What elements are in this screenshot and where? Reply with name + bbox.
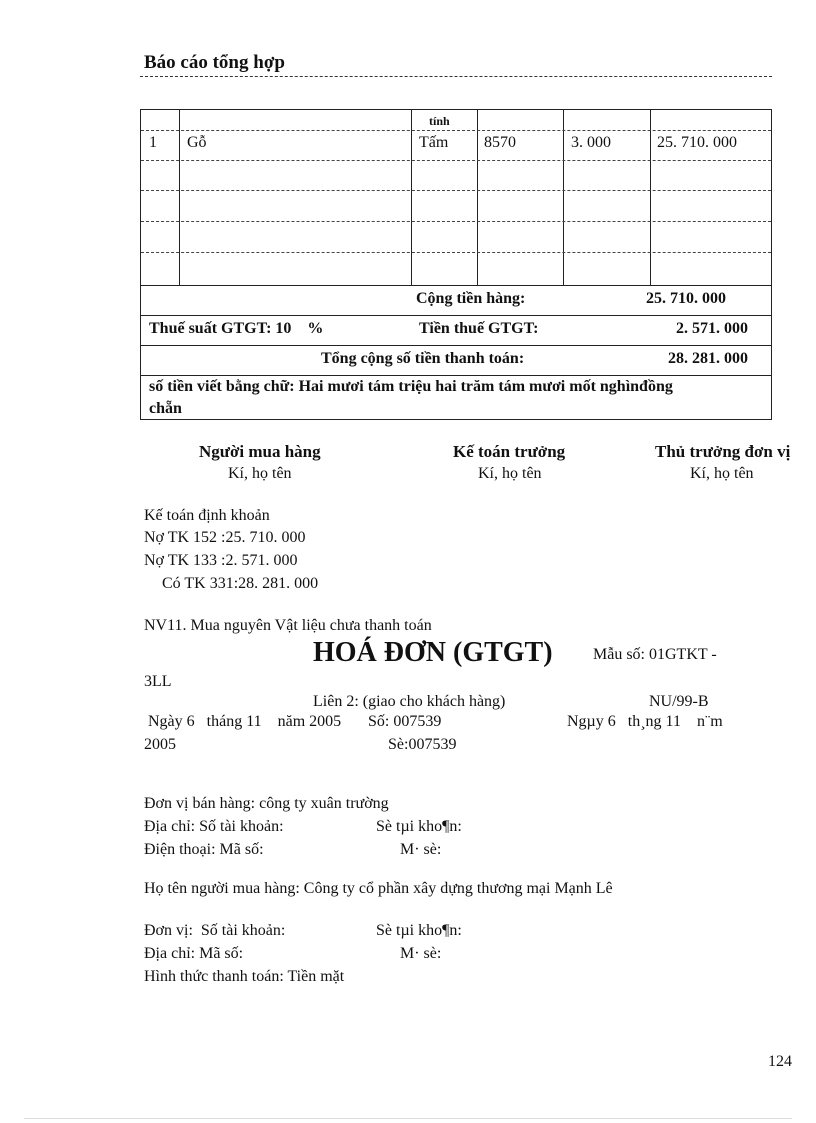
debit-152: Nợ TK 152 :25. 710. 000 — [144, 529, 306, 546]
task-description: NV11. Mua nguyên Vật liệu chưa thanh toán — [144, 617, 432, 634]
item-name: Gỗ — [187, 134, 207, 151]
debit-133: Nợ TK 133 :2. 571. 000 — [144, 552, 298, 569]
invoice-copy: Liên 2: (giao cho khách hàng) — [313, 693, 506, 710]
amount-in-words: số tiền viết bằng chữ: Hai mươi tám triệu hai trăm tám mươi mốt nghìnđồng — [149, 378, 673, 395]
buyer-unit: Đơn vị: Số tài khoản: — [144, 922, 286, 939]
column-divider — [179, 110, 180, 285]
invoice-serial-garbled: Sè:007539 — [388, 736, 457, 753]
column-divider — [411, 110, 412, 285]
head-signature-heading: Thủ trưởng đơn vị — [655, 442, 791, 461]
seller-unit: Đơn vị bán hàng: công ty xuân trường — [144, 795, 389, 812]
row-divider — [141, 130, 771, 131]
totals-divider — [141, 345, 771, 346]
totals-divider — [141, 315, 771, 316]
head-signature-note: Kí, họ tên — [690, 465, 754, 482]
row-divider — [141, 190, 771, 191]
item-unit: Tấm — [419, 134, 449, 151]
column-divider — [650, 110, 651, 285]
invoice-year: 2005 — [144, 736, 176, 753]
invoice-code: NU/99-B — [649, 693, 709, 710]
page-number: 124 — [768, 1053, 792, 1070]
seller-tax-garbled: M· sè: — [400, 841, 442, 858]
buyer-address: Địa chỉ: Mã số: — [144, 945, 244, 962]
buyer-tax-garbled: M· sè: — [400, 945, 442, 962]
item-price: 3. 000 — [571, 134, 611, 151]
payment-method: Hình thức thanh toán: Tiền mặt — [144, 968, 345, 985]
row-divider — [141, 221, 771, 222]
buyer-signature-heading: Người mua hàng — [199, 442, 321, 461]
item-amount: 25. 710. 000 — [657, 134, 737, 151]
form-number: Mẫu số: 01GTKT - — [593, 646, 717, 663]
buyer-signature-note: Kí, họ tên — [228, 465, 292, 482]
subtotal-label: Cộng tiền hàng: — [416, 290, 526, 307]
report-title: Báo cáo tổng hợp — [144, 52, 285, 73]
seller-address: Địa chỉ: Số tài khoản: — [144, 818, 284, 835]
credit-331: Có TK 331:28. 281. 000 — [162, 575, 319, 592]
item-quantity: 8570 — [484, 134, 516, 151]
totals-divider — [141, 375, 771, 376]
accounting-title: Kế toán định khoản — [144, 507, 270, 524]
row-divider — [141, 160, 771, 161]
column-divider — [563, 110, 564, 285]
seller-phone: Điện thoại: Mã số: — [144, 841, 264, 858]
accountant-signature-note: Kí, họ tên — [478, 465, 542, 482]
vat-value: 2. 571. 000 — [676, 320, 748, 337]
seller-account-garbled: Sè tµi kho¶n: — [376, 818, 462, 835]
header-dashed-rule — [140, 76, 772, 77]
item-stt: 1 — [149, 134, 157, 151]
total-label: Tổng cộng số tiền thanh toán: — [321, 350, 525, 367]
unit-header: tính — [429, 114, 450, 128]
invoice-serial: Số: 007539 — [368, 713, 442, 730]
total-value: 28. 281. 000 — [668, 350, 748, 367]
buyer-account-garbled: Sè tµi kho¶n: — [376, 922, 462, 939]
vat-label: Tiền thuế GTGT: — [419, 320, 539, 337]
invoice-table — [140, 109, 772, 420]
invoice-title: HOÁ ĐƠN (GTGT) — [313, 637, 553, 668]
invoice-date-garbled: Ngµy 6 th¸ng 11 n¨m — [567, 713, 723, 730]
form-suffix: 3LL — [144, 673, 172, 690]
amount-in-words-cont: chẵn — [149, 400, 182, 417]
totals-divider — [141, 285, 771, 286]
vat-rate-label: Thuế suất GTGT: 10 % — [149, 320, 324, 337]
accountant-signature-heading: Kế toán trưởng — [453, 442, 566, 461]
column-divider — [477, 110, 478, 285]
row-divider — [141, 252, 771, 253]
buyer-name: Họ tên người mua hàng: Công ty cổ phần xây dựng thương mại Mạnh Lê — [144, 880, 613, 897]
subtotal-value: 25. 710. 000 — [646, 290, 726, 307]
page-bottom-rule — [24, 1118, 792, 1119]
invoice-date: Ngày 6 tháng 11 năm 2005 — [148, 713, 342, 730]
